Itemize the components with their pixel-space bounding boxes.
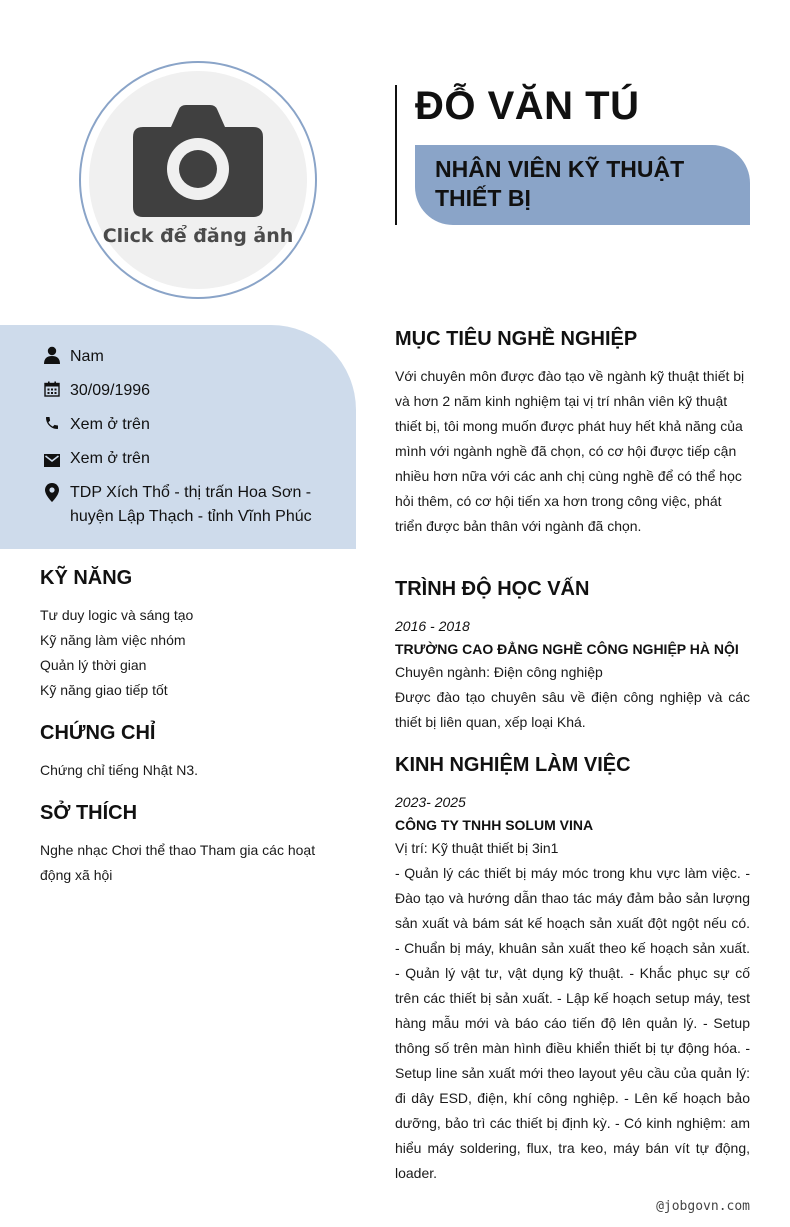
list-item: Kỹ năng làm việc nhóm [40, 632, 186, 648]
phone-value: Xem ở trên [70, 416, 150, 433]
calendar-icon [40, 379, 64, 399]
objective-text: Với chuyên môn được đào tạo về ngành kỹ thuật thiết bị và hơn 2 năm kinh nghiệm tại vị trí nhân viên kỹ thuật thiết bị, tôi mong muốn được phát huy hết khả năng của mình với ngành nghề đã chọn, có cơ hội được tiếp cận nhiều hơn nữa với các anh chị cùng nghề để có thể học hỏi thêm, có cơ hội tiến xa hơn trong công việc, phát triển được bản thân với ngành đã chọn. [395, 368, 745, 534]
education-desc: Được đào tạo chuyên sâu về điện công nghiệp và các thiết bị liên quan, xếp loại Khá. [395, 689, 750, 730]
certificates-title: CHỨNG CHỈ [40, 722, 156, 744]
contact-gender [40, 345, 104, 369]
candidate-name: ĐỖ VĂN TÚ [415, 84, 640, 128]
avatar[interactable] [79, 61, 317, 299]
contact-dob [40, 379, 150, 403]
education-school: TRƯỜNG CAO ĐẲNG NGHỀ CÔNG NGHIỆP HÀ NỘI [395, 641, 739, 657]
phone-icon [40, 413, 64, 433]
job-title: NHÂN VIÊN KỸ THUẬT THIẾT BỊ [435, 156, 685, 211]
objective-title: MỤC TIÊU NGHỀ NGHIỆP [395, 328, 638, 350]
list-item: Tư duy logic và sáng tạo [40, 607, 194, 623]
contact-phone [40, 413, 150, 437]
list-item: Quản lý thời gian [40, 657, 147, 673]
contact-panel [0, 325, 356, 549]
avatar-upload-label: Click để đăng ảnh [102, 225, 294, 247]
gender-value: Nam [70, 348, 104, 365]
experience-position: Vị trí: Kỹ thuật thiết bị 3in1 [395, 840, 559, 856]
job-title-box [415, 145, 750, 225]
experience-desc: - Quản lý các thiết bị máy móc trong khu vực làm việc. - Đào tạo và hướng dẫn thao tác máy đảm bảo sản lượng sản xuất và bám sát kế hoạch sản xuất đột ngột nếu có. - Chuẩn bị máy, khuân sản xuất theo kế hoạch sản xuất. - Quản lý vật tư, vật dụng kỹ thuật. - Khắc phục sự cố trên các thiết bị sản xuất. - Lập kế hoạch setup máy, test hàng mẫu mới và báo cáo tiến độ lên quản lý. - Setup thông số trên màn hình điều khiển thiết bị tự động hóa. - Setup line sản xuất mới theo layout yêu cầu của quản lý: đi dây ESD, điện, khí công nghiệp. - Lên kế hoạch bảo dưỡng, bảo trì các thiết bị định kỳ. - Có kinh nghiệm: am hiểu máy soldering, flux, tra keo, máy bán vít tự động, loader. [395, 865, 750, 1181]
skills-list [40, 603, 350, 703]
camera-icon [133, 105, 263, 217]
email-value: Xem ở trên [70, 450, 150, 467]
experience-title: KINH NGHIỆM LÀM VIỆC [395, 754, 631, 776]
list-item: Kỹ năng giao tiếp tốt [40, 682, 168, 698]
experience-company: CÔNG TY TNHH SOLUM VINA [395, 817, 594, 833]
location-icon [40, 481, 64, 501]
person-icon [40, 345, 64, 365]
contact-email [40, 447, 150, 471]
skills-title: KỸ NĂNG [40, 567, 133, 589]
certificates-text: Chứng chỉ tiếng Nhật N3. [40, 762, 199, 778]
footer-watermark: @jobgovn.com [656, 1199, 750, 1214]
hobbies-text: Nghe nhạc Chơi thể thao Tham gia các hoạt động xã hội [40, 842, 316, 883]
email-icon [40, 447, 64, 467]
address-value: TDP Xích Thổ - thị trấn Hoa Sơn - huyện Lập Thạch - tỉnh Vĩnh Phúc [70, 484, 312, 525]
education-title: TRÌNH ĐỘ HỌC VẤN [395, 578, 590, 600]
hobbies-title: SỞ THÍCH [40, 802, 138, 824]
avatar-upload-area[interactable] [89, 71, 307, 289]
dob-value: 30/09/1996 [70, 382, 151, 399]
contact-address [40, 481, 320, 529]
header-divider [395, 85, 397, 225]
education-major: Chuyên ngành: Điện công nghiệp [395, 664, 603, 680]
education-period: 2016 - 2018 [395, 618, 470, 634]
experience-period: 2023- 2025 [395, 794, 466, 810]
